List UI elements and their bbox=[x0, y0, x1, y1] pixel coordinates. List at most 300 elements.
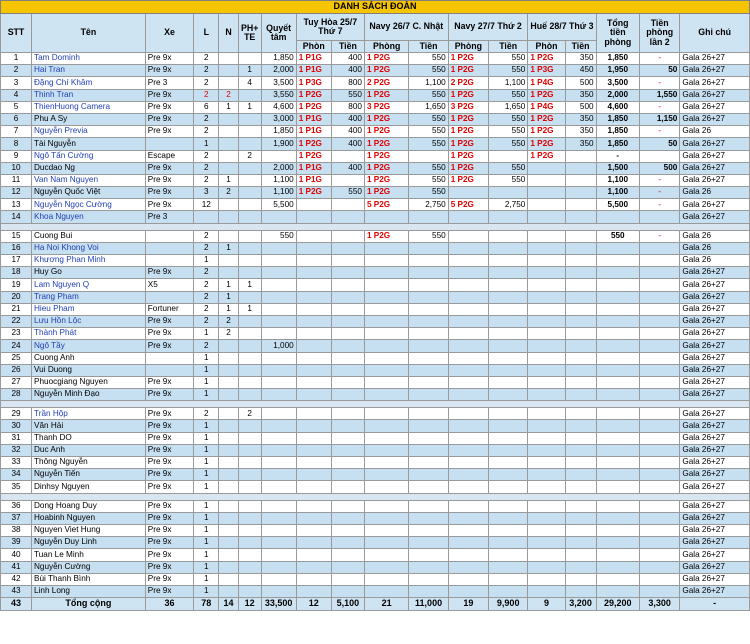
cell-room-navy-26[interactable]: 5 P2G bbox=[364, 199, 408, 211]
cell-note[interactable]: Gala 26+27 bbox=[680, 150, 750, 162]
cell-name[interactable]: Ha Noi Khong Voi bbox=[32, 242, 146, 254]
table-row[interactable] bbox=[1, 77, 750, 89]
cell-room-navy-27[interactable] bbox=[448, 242, 488, 254]
cell-cost-navy-27[interactable] bbox=[489, 187, 528, 199]
cell-room-navy-26[interactable]: 1 P2G bbox=[364, 126, 408, 138]
cell-room-second[interactable]: - bbox=[640, 101, 680, 113]
cell-room-second[interactable] bbox=[640, 211, 680, 223]
cell-room-tuy-hoa[interactable] bbox=[296, 444, 331, 456]
cell-cost-tuy-hoa[interactable] bbox=[331, 389, 364, 401]
cell-quyet-tam[interactable] bbox=[261, 242, 296, 254]
cell-cost-hue[interactable]: 350 bbox=[565, 138, 596, 150]
cell-room-navy-27[interactable] bbox=[448, 364, 488, 376]
cell-l[interactable]: 3 bbox=[194, 187, 219, 199]
cell-room-hue[interactable] bbox=[528, 267, 565, 279]
cell-room-navy-27[interactable]: 1 P2G bbox=[448, 89, 488, 101]
table-row[interactable] bbox=[1, 242, 750, 254]
cell-room-tuy-hoa[interactable] bbox=[296, 432, 331, 444]
cell-name[interactable]: Tuan Le Minh bbox=[32, 549, 146, 561]
cell-note[interactable]: Gala 26+27 bbox=[680, 77, 750, 89]
cell-room-navy-26[interactable]: 1 P2G bbox=[364, 53, 408, 65]
cell-stt[interactable]: 13 bbox=[1, 199, 32, 211]
header-navy-27[interactable]: Navy 27/7 Thứ 2 bbox=[448, 14, 528, 41]
cell-ph-te[interactable] bbox=[238, 138, 261, 150]
cell-name[interactable]: Nguyễn Previa bbox=[32, 126, 146, 138]
cell-ph-te[interactable]: 1 bbox=[238, 101, 261, 113]
cell-total-room[interactable] bbox=[596, 457, 639, 469]
cell-name[interactable]: Đặng Chí Khâm bbox=[32, 77, 146, 89]
cell-note[interactable]: Gala 26+27 bbox=[680, 457, 750, 469]
cell-stt[interactable]: 18 bbox=[1, 267, 32, 279]
cell-l[interactable]: 1 bbox=[194, 537, 219, 549]
cell-quyet-tam[interactable]: 2,000 bbox=[261, 162, 296, 174]
cell-vehicle[interactable]: Pre 9x bbox=[145, 89, 194, 101]
cell-room-tuy-hoa[interactable] bbox=[296, 469, 331, 481]
cell-cost-tuy-hoa[interactable] bbox=[331, 267, 364, 279]
cell-cost-navy-27[interactable] bbox=[489, 432, 528, 444]
cell-cost-navy-26[interactable] bbox=[409, 469, 448, 481]
cell-l[interactable]: 2 bbox=[194, 230, 219, 242]
table-row[interactable] bbox=[1, 420, 750, 432]
cell-n[interactable] bbox=[219, 267, 239, 279]
cell-room-navy-26[interactable]: 1 P2G bbox=[364, 138, 408, 150]
table-row[interactable] bbox=[1, 162, 750, 174]
table-row[interactable] bbox=[1, 500, 750, 512]
cell-stt[interactable]: 30 bbox=[1, 420, 32, 432]
cell-room-tuy-hoa[interactable] bbox=[296, 500, 331, 512]
subheader-tien[interactable]: Tiền bbox=[489, 41, 528, 53]
cell-room-tuy-hoa[interactable]: 1 P2G bbox=[296, 101, 331, 113]
cell-cost-navy-26[interactable] bbox=[409, 561, 448, 573]
cell-quyet-tam[interactable]: 550 bbox=[261, 230, 296, 242]
cell-l[interactable]: 1 bbox=[194, 573, 219, 585]
cell-room-hue[interactable] bbox=[528, 242, 565, 254]
cell-cost-navy-26[interactable] bbox=[409, 585, 448, 597]
cell-room-hue[interactable] bbox=[528, 352, 565, 364]
cell-cost-hue[interactable] bbox=[565, 315, 596, 327]
cell-cost-hue[interactable]: 450 bbox=[565, 65, 596, 77]
cell-ph-te[interactable] bbox=[238, 187, 261, 199]
cell-n[interactable] bbox=[219, 126, 239, 138]
cell-stt[interactable]: 17 bbox=[1, 255, 32, 267]
cell-cost-navy-26[interactable] bbox=[409, 211, 448, 223]
cell-room-second[interactable] bbox=[640, 328, 680, 340]
cell-room-navy-27[interactable]: 1 P2G bbox=[448, 53, 488, 65]
table-row[interactable] bbox=[1, 65, 750, 77]
cell-n[interactable] bbox=[219, 376, 239, 388]
cell-note[interactable]: Gala 26+27 bbox=[680, 444, 750, 456]
cell-cost-navy-26[interactable]: 550 bbox=[409, 162, 448, 174]
cell-quyet-tam[interactable]: 1,100 bbox=[261, 187, 296, 199]
cell-total-room[interactable] bbox=[596, 255, 639, 267]
cell-name[interactable]: Trần Hộp bbox=[32, 408, 146, 420]
cell-room-navy-26[interactable]: 1 P2G bbox=[364, 89, 408, 101]
cell-quyet-tam[interactable]: 5,500 bbox=[261, 199, 296, 211]
cell-vehicle[interactable]: Pre 9x bbox=[145, 389, 194, 401]
cell-cost-navy-26[interactable]: 550 bbox=[409, 53, 448, 65]
cell-stt[interactable]: 35 bbox=[1, 481, 32, 493]
cell-cost-tuy-hoa[interactable] bbox=[331, 315, 364, 327]
cell-cost-navy-27[interactable]: 550 bbox=[489, 126, 528, 138]
cell-cost-navy-26[interactable] bbox=[409, 328, 448, 340]
cell-n[interactable] bbox=[219, 444, 239, 456]
cell-cost-tuy-hoa[interactable] bbox=[331, 432, 364, 444]
cell-stt[interactable]: 8 bbox=[1, 138, 32, 150]
cell-room-second[interactable]: 50 bbox=[640, 138, 680, 150]
cell-cost-tuy-hoa[interactable] bbox=[331, 352, 364, 364]
cell-vehicle[interactable] bbox=[145, 291, 194, 303]
cell-cost-navy-27[interactable] bbox=[489, 211, 528, 223]
table-row[interactable] bbox=[1, 457, 750, 469]
cell-quyet-tam[interactable] bbox=[261, 420, 296, 432]
cell-cost-tuy-hoa[interactable] bbox=[331, 457, 364, 469]
cell-n[interactable] bbox=[219, 352, 239, 364]
cell-cost-tuy-hoa[interactable]: 800 bbox=[331, 101, 364, 113]
cell-n[interactable] bbox=[219, 585, 239, 597]
cell-stt[interactable]: 41 bbox=[1, 561, 32, 573]
cell-cost-hue[interactable] bbox=[565, 255, 596, 267]
cell-cost-hue[interactable] bbox=[565, 481, 596, 493]
cell-cost-tuy-hoa[interactable]: 400 bbox=[331, 65, 364, 77]
cell-total-room[interactable] bbox=[596, 561, 639, 573]
header-ghi-chu[interactable]: Ghi chú bbox=[680, 14, 750, 53]
table-row[interactable] bbox=[1, 364, 750, 376]
cell-cost-tuy-hoa[interactable] bbox=[331, 408, 364, 420]
cell-room-hue[interactable]: 1 P2G bbox=[528, 89, 565, 101]
cell-cost-navy-27[interactable] bbox=[489, 573, 528, 585]
table-row[interactable] bbox=[1, 303, 750, 315]
cell-room-navy-27[interactable]: 1 P2G bbox=[448, 162, 488, 174]
table-row[interactable] bbox=[1, 328, 750, 340]
cell-note[interactable]: Gala 26 bbox=[680, 255, 750, 267]
cell-cost-navy-26[interactable] bbox=[409, 279, 448, 291]
cell-cost-tuy-hoa[interactable] bbox=[331, 524, 364, 536]
cell-room-navy-27[interactable]: 1 P2G bbox=[448, 65, 488, 77]
cell-total-room[interactable] bbox=[596, 573, 639, 585]
cell-total-room[interactable] bbox=[596, 512, 639, 524]
cell-note[interactable]: Gala 26+27 bbox=[680, 199, 750, 211]
cell-room-tuy-hoa[interactable] bbox=[296, 352, 331, 364]
cell-vehicle[interactable]: Pre 9x bbox=[145, 444, 194, 456]
cell-name[interactable]: Hoabinh Nguyen bbox=[32, 512, 146, 524]
cell-room-second[interactable] bbox=[640, 267, 680, 279]
cell-note[interactable]: Gala 26+27 bbox=[680, 267, 750, 279]
cell-cost-hue[interactable] bbox=[565, 469, 596, 481]
header-l[interactable]: L bbox=[194, 14, 219, 53]
cell-room-second[interactable]: 50 bbox=[640, 65, 680, 77]
cell-room-tuy-hoa[interactable] bbox=[296, 537, 331, 549]
cell-room-navy-26[interactable] bbox=[364, 561, 408, 573]
cell-room-navy-26[interactable] bbox=[364, 573, 408, 585]
cell-room-second[interactable] bbox=[640, 469, 680, 481]
cell-room-tuy-hoa[interactable] bbox=[296, 420, 331, 432]
cell-total-room[interactable] bbox=[596, 444, 639, 456]
cell-note[interactable]: Gala 26+27 bbox=[680, 279, 750, 291]
cell-total-room[interactable]: 1,100 bbox=[596, 187, 639, 199]
cell-cost-navy-26[interactable] bbox=[409, 389, 448, 401]
cell-room-hue[interactable] bbox=[528, 364, 565, 376]
cell-l[interactable]: 1 bbox=[194, 561, 219, 573]
cell-name[interactable]: Tài Nguyễn bbox=[32, 138, 146, 150]
cell-room-navy-27[interactable] bbox=[448, 340, 488, 352]
cell-n[interactable] bbox=[219, 432, 239, 444]
cell-n[interactable] bbox=[219, 150, 239, 162]
cell-cost-navy-26[interactable]: 550 bbox=[409, 89, 448, 101]
table-row[interactable] bbox=[1, 230, 750, 242]
cell-ph-te[interactable] bbox=[238, 389, 261, 401]
cell-note[interactable]: Gala 26+27 bbox=[680, 389, 750, 401]
cell-cost-hue[interactable]: 350 bbox=[565, 113, 596, 125]
cell-cost-tuy-hoa[interactable]: 400 bbox=[331, 162, 364, 174]
cell-ph-te[interactable] bbox=[238, 524, 261, 536]
cell-stt[interactable]: 20 bbox=[1, 291, 32, 303]
cell-note[interactable]: Gala 26+27 bbox=[680, 585, 750, 597]
cell-room-navy-26[interactable]: 1 P2G bbox=[364, 113, 408, 125]
cell-note[interactable]: Gala 26+27 bbox=[680, 573, 750, 585]
cell-cost-tuy-hoa[interactable] bbox=[331, 376, 364, 388]
cell-note[interactable]: Gala 26+27 bbox=[680, 65, 750, 77]
cell-quyet-tam[interactable] bbox=[261, 444, 296, 456]
cell-vehicle[interactable]: Pre 9x bbox=[145, 469, 194, 481]
cell-cost-hue[interactable] bbox=[565, 162, 596, 174]
cell-ph-te[interactable] bbox=[238, 549, 261, 561]
cell-name[interactable]: Ngô Tầy bbox=[32, 340, 146, 352]
cell-room-tuy-hoa[interactable] bbox=[296, 199, 331, 211]
cell-cost-hue[interactable] bbox=[565, 267, 596, 279]
cell-stt[interactable]: 24 bbox=[1, 340, 32, 352]
cell-vehicle[interactable]: Pre 9x bbox=[145, 408, 194, 420]
cell-ph-te[interactable] bbox=[238, 537, 261, 549]
cell-name[interactable]: Nguyen Viet Hung bbox=[32, 524, 146, 536]
cell-room-navy-26[interactable] bbox=[364, 364, 408, 376]
cell-note[interactable]: Gala 26+27 bbox=[680, 376, 750, 388]
cell-room-navy-26[interactable] bbox=[364, 291, 408, 303]
cell-name[interactable]: Lưu Hồn Lộc bbox=[32, 315, 146, 327]
cell-l[interactable]: 1 bbox=[194, 255, 219, 267]
cell-vehicle[interactable]: Pre 9x bbox=[145, 549, 194, 561]
cell-room-navy-27[interactable]: 1 P2G bbox=[448, 113, 488, 125]
cell-name[interactable]: Ducdao Ng bbox=[32, 162, 146, 174]
cell-stt[interactable]: 28 bbox=[1, 389, 32, 401]
cell-room-tuy-hoa[interactable] bbox=[296, 376, 331, 388]
cell-room-navy-27[interactable]: 1 P2G bbox=[448, 150, 488, 162]
cell-cost-tuy-hoa[interactable]: 800 bbox=[331, 77, 364, 89]
cell-room-hue[interactable] bbox=[528, 328, 565, 340]
cell-quyet-tam[interactable]: 3,500 bbox=[261, 77, 296, 89]
cell-cost-tuy-hoa[interactable] bbox=[331, 211, 364, 223]
cell-total-room[interactable]: 550 bbox=[596, 230, 639, 242]
cell-room-second[interactable]: - bbox=[640, 230, 680, 242]
cell-note[interactable]: Gala 26+27 bbox=[680, 315, 750, 327]
cell-note[interactable]: Gala 26+27 bbox=[680, 162, 750, 174]
subheader-phong[interactable]: Phòng bbox=[448, 41, 488, 53]
cell-quyet-tam[interactable] bbox=[261, 537, 296, 549]
cell-total-room[interactable] bbox=[596, 389, 639, 401]
cell-cost-tuy-hoa[interactable] bbox=[331, 340, 364, 352]
cell-cost-hue[interactable] bbox=[565, 199, 596, 211]
cell-room-navy-27[interactable] bbox=[448, 444, 488, 456]
cell-total-room[interactable] bbox=[596, 291, 639, 303]
cell-vehicle[interactable] bbox=[145, 138, 194, 150]
table-row[interactable] bbox=[1, 549, 750, 561]
cell-room-hue[interactable] bbox=[528, 211, 565, 223]
cell-stt[interactable]: 7 bbox=[1, 126, 32, 138]
cell-note[interactable]: Gala 26 bbox=[680, 187, 750, 199]
cell-room-navy-27[interactable] bbox=[448, 291, 488, 303]
cell-name[interactable]: Văn Hải bbox=[32, 420, 146, 432]
cell-room-tuy-hoa[interactable]: 1 P1G bbox=[296, 53, 331, 65]
cell-name[interactable]: Hai Tran bbox=[32, 65, 146, 77]
cell-room-navy-27[interactable] bbox=[448, 328, 488, 340]
cell-room-second[interactable]: - bbox=[640, 199, 680, 211]
cell-note[interactable]: Gala 26 bbox=[680, 242, 750, 254]
cell-room-hue[interactable] bbox=[528, 340, 565, 352]
cell-cost-navy-27[interactable] bbox=[489, 524, 528, 536]
cell-stt[interactable]: 14 bbox=[1, 211, 32, 223]
table-row[interactable] bbox=[1, 524, 750, 536]
cell-vehicle[interactable] bbox=[145, 242, 194, 254]
cell-room-hue[interactable]: 1 P2G bbox=[528, 53, 565, 65]
table-row[interactable] bbox=[1, 101, 750, 113]
cell-cost-navy-27[interactable] bbox=[489, 537, 528, 549]
cell-cost-navy-26[interactable]: 1,100 bbox=[409, 77, 448, 89]
cell-room-navy-27[interactable] bbox=[448, 303, 488, 315]
cell-ph-te[interactable] bbox=[238, 162, 261, 174]
table-row[interactable] bbox=[1, 138, 750, 150]
cell-room-hue[interactable] bbox=[528, 291, 565, 303]
cell-cost-navy-27[interactable] bbox=[489, 364, 528, 376]
cell-ph-te[interactable] bbox=[238, 512, 261, 524]
cell-vehicle[interactable]: Pre 9x bbox=[145, 126, 194, 138]
cell-cost-navy-26[interactable] bbox=[409, 457, 448, 469]
cell-cost-tuy-hoa[interactable] bbox=[331, 481, 364, 493]
cell-cost-tuy-hoa[interactable] bbox=[331, 537, 364, 549]
cell-stt[interactable]: 16 bbox=[1, 242, 32, 254]
cell-cost-tuy-hoa[interactable] bbox=[331, 255, 364, 267]
cell-name[interactable]: Thinh Tran bbox=[32, 89, 146, 101]
cell-ph-te[interactable] bbox=[238, 340, 261, 352]
cell-room-navy-26[interactable] bbox=[364, 303, 408, 315]
cell-quyet-tam[interactable]: 2,000 bbox=[261, 65, 296, 77]
table-row[interactable] bbox=[1, 150, 750, 162]
cell-room-navy-27[interactable] bbox=[448, 457, 488, 469]
cell-room-hue[interactable] bbox=[528, 315, 565, 327]
table-row[interactable] bbox=[1, 53, 750, 65]
cell-name[interactable]: Nguyễn Ngọc Cường bbox=[32, 199, 146, 211]
cell-note[interactable]: Gala 26+27 bbox=[680, 328, 750, 340]
cell-room-second[interactable] bbox=[640, 537, 680, 549]
cell-cost-tuy-hoa[interactable] bbox=[331, 420, 364, 432]
cell-room-second[interactable] bbox=[640, 573, 680, 585]
cell-quyet-tam[interactable] bbox=[261, 255, 296, 267]
cell-room-second[interactable] bbox=[640, 255, 680, 267]
cell-quyet-tam[interactable] bbox=[261, 303, 296, 315]
cell-cost-hue[interactable] bbox=[565, 585, 596, 597]
cell-cost-hue[interactable] bbox=[565, 187, 596, 199]
cell-ph-te[interactable] bbox=[238, 126, 261, 138]
table-row[interactable] bbox=[1, 174, 750, 186]
cell-ph-te[interactable] bbox=[238, 481, 261, 493]
cell-stt[interactable]: 4 bbox=[1, 89, 32, 101]
cell-quyet-tam[interactable] bbox=[261, 315, 296, 327]
cell-n[interactable] bbox=[219, 364, 239, 376]
cell-name[interactable]: Nguyễn Duy Linh bbox=[32, 537, 146, 549]
cell-room-hue[interactable] bbox=[528, 524, 565, 536]
cell-cost-hue[interactable] bbox=[565, 549, 596, 561]
cell-total-room[interactable] bbox=[596, 340, 639, 352]
header-ph-te[interactable]: PH+ TE bbox=[238, 14, 261, 53]
cell-room-tuy-hoa[interactable] bbox=[296, 279, 331, 291]
cell-cost-hue[interactable] bbox=[565, 279, 596, 291]
cell-room-hue[interactable] bbox=[528, 255, 565, 267]
cell-ph-te[interactable] bbox=[238, 585, 261, 597]
cell-n[interactable] bbox=[219, 457, 239, 469]
cell-cost-navy-26[interactable] bbox=[409, 524, 448, 536]
header-ten[interactable]: Tên bbox=[32, 14, 146, 53]
cell-cost-hue[interactable] bbox=[565, 291, 596, 303]
cell-room-navy-26[interactable] bbox=[364, 352, 408, 364]
cell-cost-tuy-hoa[interactable] bbox=[331, 328, 364, 340]
cell-cost-tuy-hoa[interactable] bbox=[331, 561, 364, 573]
cell-total-room[interactable]: - bbox=[596, 150, 639, 162]
cell-stt[interactable]: 19 bbox=[1, 279, 32, 291]
cell-room-hue[interactable] bbox=[528, 469, 565, 481]
cell-stt[interactable]: 36 bbox=[1, 500, 32, 512]
cell-room-second[interactable]: 1,150 bbox=[640, 113, 680, 125]
cell-cost-navy-27[interactable]: 1,650 bbox=[489, 101, 528, 113]
cell-cost-hue[interactable] bbox=[565, 242, 596, 254]
cell-l[interactable]: 2 bbox=[194, 279, 219, 291]
table-row[interactable] bbox=[1, 267, 750, 279]
cell-l[interactable]: 2 bbox=[194, 267, 219, 279]
cell-room-hue[interactable] bbox=[528, 279, 565, 291]
cell-cost-tuy-hoa[interactable] bbox=[331, 230, 364, 242]
cell-room-tuy-hoa[interactable] bbox=[296, 211, 331, 223]
cell-cost-navy-27[interactable] bbox=[489, 267, 528, 279]
cell-cost-tuy-hoa[interactable] bbox=[331, 242, 364, 254]
cell-n[interactable] bbox=[219, 408, 239, 420]
subheader-phon[interactable]: Phòn bbox=[528, 41, 565, 53]
cell-stt[interactable]: 6 bbox=[1, 113, 32, 125]
cell-l[interactable]: 2 bbox=[194, 315, 219, 327]
cell-n[interactable] bbox=[219, 481, 239, 493]
cell-room-navy-27[interactable] bbox=[448, 537, 488, 549]
cell-room-navy-26[interactable]: 1 P2G bbox=[364, 150, 408, 162]
cell-room-navy-27[interactable] bbox=[448, 315, 488, 327]
cell-cost-navy-27[interactable]: 2,750 bbox=[489, 199, 528, 211]
cell-quyet-tam[interactable]: 4,600 bbox=[261, 101, 296, 113]
cell-room-hue[interactable] bbox=[528, 174, 565, 186]
subheader-phong[interactable]: Phòng bbox=[364, 41, 408, 53]
cell-cost-tuy-hoa[interactable] bbox=[331, 573, 364, 585]
cell-stt[interactable]: 1 bbox=[1, 53, 32, 65]
cell-cost-navy-27[interactable]: 550 bbox=[489, 113, 528, 125]
cell-stt[interactable]: 27 bbox=[1, 376, 32, 388]
cell-vehicle[interactable]: Pre 9x bbox=[145, 585, 194, 597]
cell-cost-navy-26[interactable]: 1,650 bbox=[409, 101, 448, 113]
cell-stt[interactable]: 33 bbox=[1, 457, 32, 469]
cell-note[interactable]: Gala 26+27 bbox=[680, 420, 750, 432]
cell-cost-navy-26[interactable]: 550 bbox=[409, 230, 448, 242]
cell-l[interactable]: 1 bbox=[194, 524, 219, 536]
cell-ph-te[interactable] bbox=[238, 291, 261, 303]
cell-ph-te[interactable] bbox=[238, 573, 261, 585]
cell-cost-hue[interactable] bbox=[565, 573, 596, 585]
cell-stt[interactable]: 23 bbox=[1, 328, 32, 340]
cell-quyet-tam[interactable] bbox=[261, 457, 296, 469]
cell-room-navy-26[interactable] bbox=[364, 267, 408, 279]
cell-ph-te[interactable] bbox=[238, 230, 261, 242]
